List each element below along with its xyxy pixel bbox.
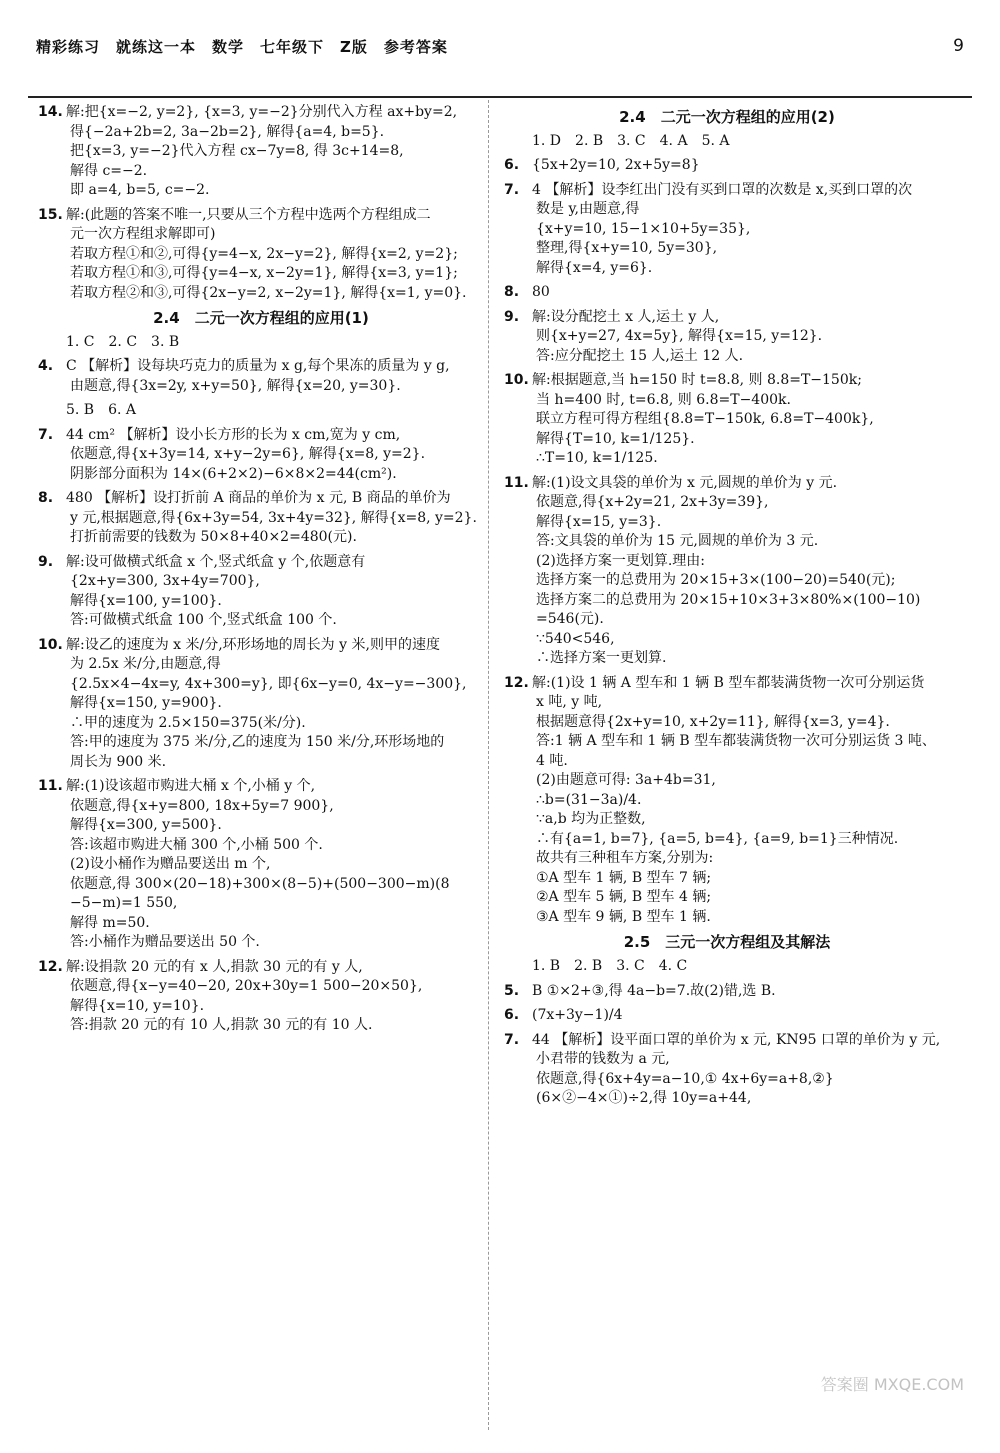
question-number: 6. — [504, 157, 520, 174]
answer-line: 阴影部分面积为 14×(6+2×2)−6×8×2=44(cm²). — [70, 465, 397, 482]
answer-line: 答:甲的速度为 375 米/分,乙的速度为 150 米/分,环形场地的 — [70, 734, 445, 751]
answer-item — [504, 284, 950, 302]
answer-item — [38, 427, 484, 484]
answer-line: 依题意,得{x+3y=14, x+y−2y=6}, 解得{x=8, y=2}. — [70, 446, 426, 463]
answer-line: 故共有三种租车方案,分别为: — [536, 850, 714, 867]
answer-line: (2)由题意可得: 3a+4b=31, — [536, 772, 716, 789]
answer-item — [38, 334, 484, 352]
answer-line: 1. C 2. C 3. B — [66, 333, 180, 350]
answer-line: 小君带的钱数为 a 元, — [536, 1051, 670, 1067]
answer-line: 答:该超市购进大桶 300 个,小桶 500 个. — [70, 836, 323, 853]
answer-item — [504, 309, 950, 366]
answer-line: 整理,得{x+y=10, 5y=30}, — [536, 240, 718, 257]
answer-line: ①A 型车 1 辆, B 型车 7 辆; — [536, 869, 712, 886]
answer-line: 解得{x=300, y=500}. — [70, 817, 222, 834]
answer-line: C 【解析】设每块巧克力的质量为 x g,每个果冻的质量为 y g, — [66, 358, 450, 375]
question-number: 9. — [38, 553, 54, 570]
right-column — [504, 104, 950, 1434]
answer-line: 答:文具袋的单价为 15 元,圆规的单价为 3 元. — [536, 533, 819, 550]
answer-item — [38, 554, 484, 630]
answer-item — [504, 157, 950, 175]
answer-item — [38, 490, 484, 547]
answer-line: y 元,根据题意,得{6x+3y=54, 3x+4y=32}, 解得{x=8, y=2}. — [70, 509, 477, 526]
answer-line: {5x+2y=10, 2x+5y=8} — [532, 157, 700, 174]
answer-line: 选择方案一的总费用为 20×15+3×(100−20)=540(元); — [536, 572, 896, 589]
question-number: 7. — [504, 181, 520, 198]
question-number: 11. — [504, 474, 529, 491]
question-number: 10. — [504, 372, 529, 389]
answer-line: 解得 m=50. — [70, 914, 150, 931]
question-number: 4. — [38, 358, 54, 375]
answer-line: 44 cm² 【解析】设小长方形的长为 x cm,宽为 y cm, — [66, 426, 401, 443]
answer-line: 选择方案二的总费用为 20×15+10×3+3×80%×(100−10) — [536, 591, 921, 608]
section-heading: 2.4 二元一次方程组的应用(2) — [619, 108, 835, 126]
answer-line: 答:应分配挖土 15 人,运土 12 人. — [536, 347, 744, 364]
answer-line: 由题意,得{3x=2y, x+y=50}, 解得{x=20, y=30}. — [70, 377, 401, 394]
answer-line: ∴甲的速度为 2.5×150=375(米/分). — [70, 714, 306, 731]
answer-line: 解得{x=4, y=6}. — [536, 259, 653, 276]
answer-line: 元一次方程组求解即可) — [70, 226, 216, 242]
answer-line: 解得{x=150, y=900}. — [70, 695, 222, 712]
question-number: 9. — [504, 308, 520, 325]
question-number: 12. — [38, 958, 63, 975]
answer-line: −5−m)=1 550, — [70, 895, 178, 912]
page-header-title: 精彩练习 就练这一本 数学 七年级下 Z版 参考答案 — [36, 38, 448, 56]
question-number: 8. — [38, 490, 54, 507]
answer-item — [504, 1007, 950, 1025]
answer-line: 80 — [532, 284, 550, 301]
answer-line: 解得{x=10, y=10}. — [70, 997, 205, 1014]
answer-line: 4 吨. — [536, 752, 568, 769]
answer-item — [504, 182, 950, 278]
answer-item — [504, 983, 950, 1001]
answer-line: 当 h=400 时, t=6.8, 则 6.8=T−400k. — [536, 391, 791, 408]
answer-line: 解得{x=100, y=100}. — [70, 592, 222, 609]
answer-line: 解:(此题的答案不唯一,只要从三个方程中选两个方程组成二 — [66, 206, 431, 223]
section-heading: 2.4 二元一次方程组的应用(1) — [153, 309, 369, 327]
section-heading: 2.5 三元一次方程组及其解法 — [623, 933, 831, 952]
page-header — [0, 0, 1000, 70]
answer-line: 解:(1)设 1 辆 A 型车和 1 辆 B 型车都装满货物一次可分别运货 — [532, 674, 925, 691]
answer-line: 5. B 6. A — [66, 402, 137, 419]
page-number: 9 — [953, 36, 964, 56]
answer-line: ∵540<546, — [536, 630, 615, 647]
answer-line: 依题意,得 300×(20−18)+300×(8−5)+(500−300−m)(8 — [70, 875, 450, 892]
question-number: 7. — [504, 1031, 520, 1048]
answer-line: 依题意,得{x−y=40−20, 20x+30y=1 500−20×50}, — [70, 978, 423, 995]
question-number: 11. — [38, 778, 63, 795]
answer-item — [504, 475, 950, 668]
answer-line: 依题意,得{x+y=800, 18x+5y=7 900}, — [70, 797, 334, 814]
answer-line: 解:(1)设该超市购进大桶 x 个,小桶 y 个, — [66, 778, 316, 795]
answer-line: 答:可做横式纸盒 100 个,竖式纸盒 100 个. — [70, 612, 337, 629]
answer-item — [38, 207, 484, 303]
answer-line: 解:设可做横式纸盒 x 个,竖式纸盒 y 个,依题意有 — [66, 553, 366, 570]
answer-line: 联立方程可得方程组{8.8=T−150k, 6.8=T−400k}, — [536, 411, 874, 428]
answer-line: 若取方程①和③,可得{y=4−x, x−2y=1}, 解得{x=3, y=1}; — [70, 265, 458, 281]
answer-line: 解:(1)设文具袋的单价为 x 元,圆规的单价为 y 元. — [532, 474, 838, 491]
answer-line: 得{−2a+2b=2, 3a−2b=2}, 解得{a=4, b=5}. — [70, 123, 385, 140]
answer-item — [504, 133, 950, 151]
question-number: 7. — [38, 426, 54, 443]
answer-line: 数是 y,由题意,得 — [536, 201, 640, 218]
answer-line: 44 【解析】设平面口罩的单价为 x 元, KN95 口罩的单价为 y 元, — [532, 1031, 941, 1048]
answer-line: 480 【解析】设打折前 A 商品的单价为 x 元, B 商品的单价为 — [66, 490, 451, 507]
answer-line: 周长为 900 米. — [70, 753, 167, 770]
answer-line: ∵a,b 均为正整数, — [536, 811, 646, 828]
question-number: 8. — [504, 284, 520, 301]
answer-line: 答:小桶作为赠品要送出 50 个. — [70, 934, 260, 951]
question-number: 10. — [38, 636, 63, 653]
answer-line: ∴T=10, k=1/125. — [536, 450, 658, 467]
answer-line: 解:设乙的速度为 x 米/分,环形场地的周长为 y 米,则甲的速度 — [66, 636, 440, 653]
answer-line: ∴有{a=1, b=7}, {a=5, b=4}, {a=9, b=1}三种情况. — [536, 830, 899, 847]
answer-item — [38, 358, 484, 395]
answer-line: 1. D 2. B 3. C 4. A 5. A — [532, 132, 730, 149]
answer-line: (2)设小桶作为赠品要送出 m 个, — [70, 856, 271, 873]
answer-line: 解:设分配挖土 x 人,运土 y 人, — [532, 308, 720, 325]
answer-line: (6×②−4×①)÷2,得 10y=a+44, — [536, 1090, 752, 1106]
answer-line: (2)选择方案一更划算.理由: — [536, 552, 705, 569]
answer-line: {2.5x×4−4x=y, 4x+300=y}, 即{6x−y=0, 4x−y=−300}, — [70, 675, 467, 692]
answer-line: {x+y=10, 15−1×10+5y=35}, — [536, 220, 751, 237]
answer-item — [504, 675, 950, 927]
answer-line: x 吨, y 吨, — [536, 694, 603, 711]
column-divider — [488, 100, 489, 1430]
answer-item — [38, 104, 484, 200]
question-number: 12. — [504, 674, 529, 691]
answer-line: 解得{T=10, k=1/125}. — [536, 430, 695, 447]
answer-line: B ①×2+③,得 4a−b=7.故(2)错,选 B. — [532, 982, 776, 999]
answer-item — [38, 637, 484, 772]
left-column — [38, 104, 484, 1434]
answer-line: 把{x=3, y=−2}代入方程 cx−7y=8, 得 3c+14=8, — [70, 143, 404, 159]
answer-line: 4 【解析】设李红出门没有买到口罩的次数是 x,买到口罩的次 — [532, 181, 913, 198]
answer-item — [38, 778, 484, 952]
answer-line: ②A 型车 5 辆, B 型车 4 辆; — [536, 889, 712, 906]
answer-line: 解:把{x=−2, y=2}, {x=3, y=−2}分别代入方程 ax+by=2, — [66, 104, 458, 120]
answer-line: 答:1 辆 A 型车和 1 辆 B 型车都装满货物一次可分别运货 3 吨、 — [536, 733, 936, 750]
watermark-logo — [784, 1375, 964, 1435]
answer-line: 则{x+y=27, 4x=5y}, 解得{x=15, y=12}. — [536, 328, 823, 345]
watermark-text: 答案圈 MXQE.COM — [820, 1375, 964, 1394]
answer-line: 依题意,得{x+2y=21, 2x+3y=39}, — [536, 494, 769, 511]
answer-line: 打折前需要的钱数为 50×8+40×2=480(元). — [70, 529, 357, 546]
answer-item — [38, 402, 484, 420]
answer-line: 依题意,得{6x+4y=a−10,① 4x+6y=a+8,②} — [536, 1070, 834, 1087]
answer-line: 根据题意得{2x+y=10, x+2y=11}, 解得{x=3, y=4}. — [536, 713, 890, 730]
answer-item — [504, 958, 950, 976]
answer-line: =546(元). — [536, 611, 604, 628]
answer-line: ∴选择方案一更划算. — [536, 650, 667, 667]
header-rule — [28, 96, 972, 98]
answer-line: {2x+y=300, 3x+4y=700}, — [70, 573, 260, 590]
answer-line: 答:捐款 20 元的有 10 人,捐款 30 元的有 10 人. — [70, 1017, 373, 1034]
answer-item — [504, 372, 950, 468]
answer-line: (7x+3y−1)/4 — [532, 1007, 623, 1023]
answer-line: ∴b=(31−3a)/4. — [536, 791, 642, 808]
answer-item — [504, 1032, 950, 1108]
answer-item — [38, 959, 484, 1035]
answer-line: 解:根据题意,当 h=150 时 t=8.8, 则 8.8=T−150k; — [532, 372, 862, 389]
question-number: 15. — [38, 206, 63, 223]
answer-line: 解得{x=15, y=3}. — [536, 513, 662, 530]
answer-line: 即 a=4, b=5, c=−2. — [70, 182, 210, 198]
answer-line: 为 2.5x 米/分,由题意,得 — [70, 656, 221, 673]
answer-line: 解得 c=−2. — [70, 162, 148, 179]
answer-line: 1. B 2. B 3. C 4. C — [532, 958, 688, 974]
question-number: 6. — [504, 1007, 520, 1023]
question-number: 5. — [504, 982, 520, 999]
answer-line: 若取方程②和③,可得{2x−y=2, x−2y=1}, 解得{x=1, y=0}. — [70, 284, 467, 301]
answer-line: 解:设捐款 20 元的有 x 人,捐款 30 元的有 y 人, — [66, 958, 363, 975]
answer-line: 若取方程①和②,可得{y=4−x, 2x−y=2}, 解得{x=2, y=2}; — [70, 245, 458, 262]
question-number: 14. — [38, 104, 63, 120]
answer-line: ③A 型车 9 辆, B 型车 1 辆. — [536, 908, 711, 925]
